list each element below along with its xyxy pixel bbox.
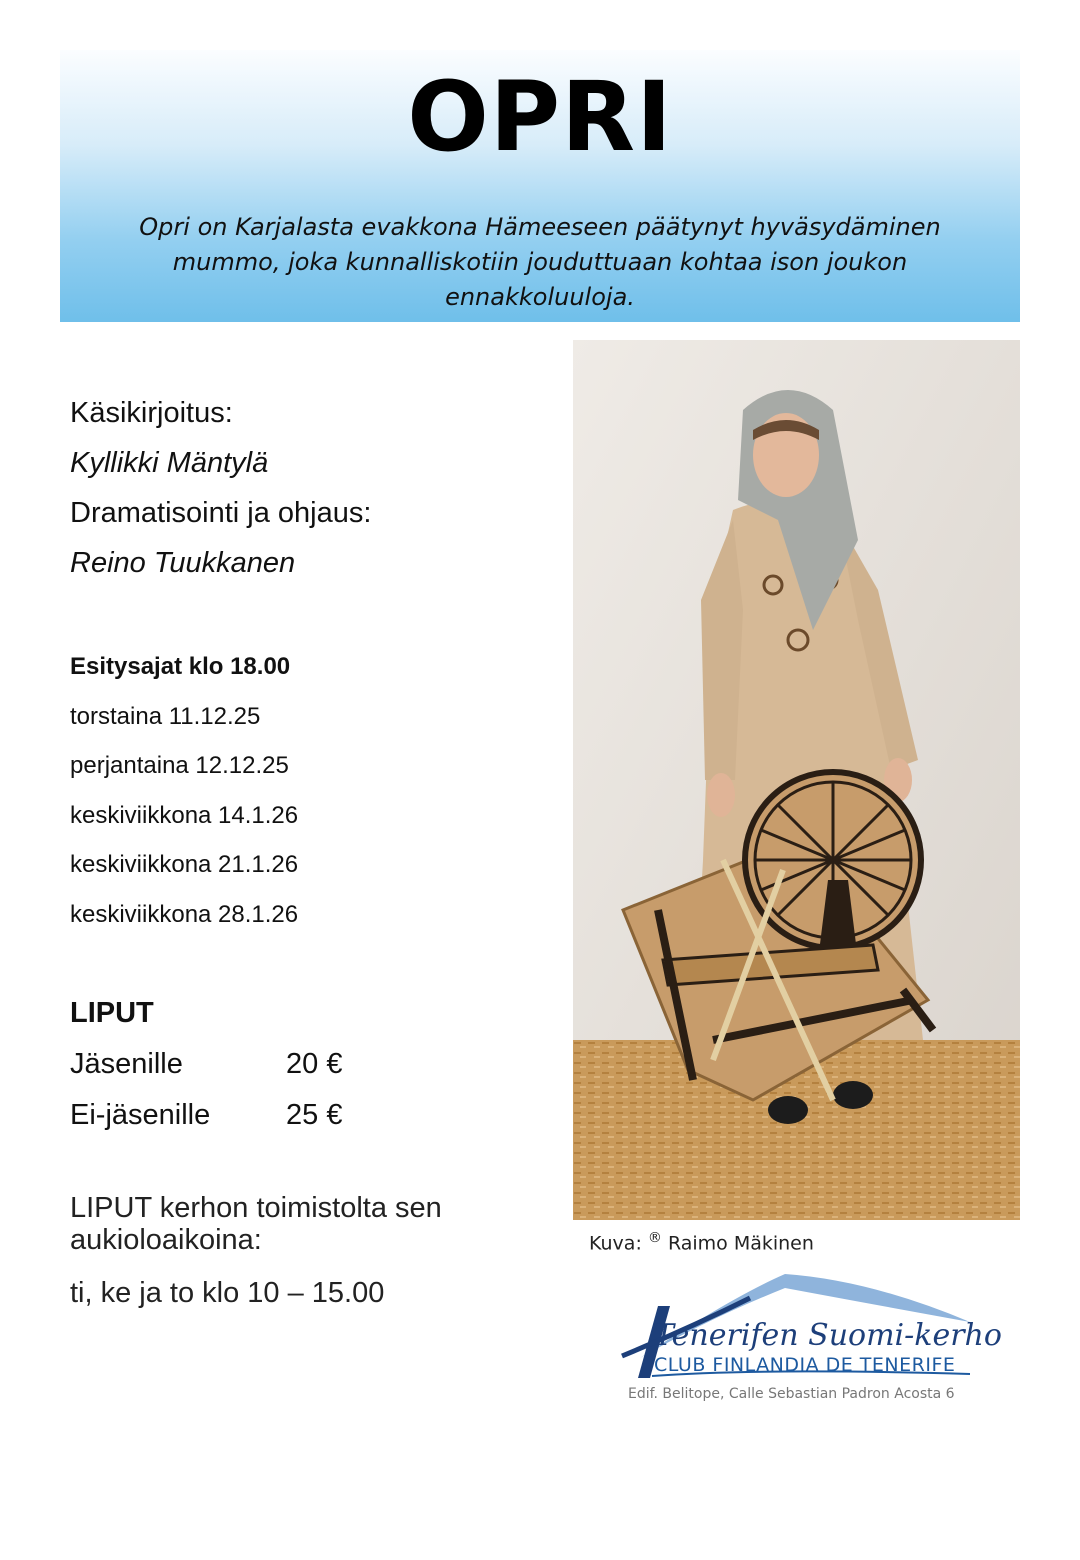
club-address: Edif. Belitope, Calle Sebastian Padron Acosta 6 [628, 1386, 955, 1402]
price-row-non-members [70, 1090, 342, 1141]
script-author: Kyllikki Mäntylä [70, 447, 269, 479]
intro-text [100, 210, 980, 315]
page-title: OPRI [407, 61, 673, 173]
credits [70, 388, 371, 588]
registered-mark: ® [647, 1230, 662, 1246]
price-row-members [70, 1039, 342, 1090]
caption-prefix: Kuva: [589, 1232, 642, 1255]
price-value: 25 € [286, 1099, 343, 1131]
photographer-name: Raimo Mäkinen [667, 1232, 814, 1255]
performance-date: keskiviikkona 28.1.26 [70, 900, 299, 928]
intro-line: ennakkoluuloja. [445, 283, 635, 311]
sales-text: LIPUT kerhon toimistolta sen aukioloaikoina: [70, 1192, 442, 1256]
actress-photo [573, 340, 1020, 1220]
price-value: 20 € [286, 1048, 343, 1080]
direction-label: Dramatisointi ja ohjaus: [70, 497, 372, 529]
photo-caption [589, 1230, 814, 1254]
logo-club-subtitle: CLUB FINLANDIA DE TENERIFE [654, 1354, 956, 1376]
performance-date: keskiviikkona 21.1.26 [70, 851, 299, 878]
performance-schedule [70, 642, 298, 939]
director-name: Reino Tuukkanen [70, 547, 296, 579]
performance-date: torstaina 11.12.25 [70, 702, 261, 730]
price-label: Jäsenille [70, 1048, 183, 1080]
logo-club-name: Tenerifen Suomi-kerho [654, 1318, 1002, 1353]
ticket-sales-info [70, 1192, 530, 1310]
photo-illustration [573, 340, 1020, 1220]
tickets-heading: LIPUT [70, 997, 154, 1029]
price-label: Ei-jäsenille [70, 1099, 211, 1131]
office-hours: ti, ke ja to klo 10 – 15.00 [70, 1277, 385, 1309]
ticket-prices [70, 988, 342, 1141]
intro-line: Opri on Karjalasta evakkona Hämeeseen päätynyt hyväsydäminen [139, 213, 941, 241]
schedule-heading: Esitysajat klo 18.00 [70, 653, 291, 680]
performance-date: perjantaina 12.12.25 [70, 752, 289, 779]
script-label: Käsikirjoitus: [70, 397, 233, 429]
intro-line: mummo, joka kunnalliskotiin jouduttuaan kohtaa ison joukon [172, 248, 908, 276]
performance-date: keskiviikkona 14.1.26 [70, 801, 299, 829]
title-banner [60, 50, 1020, 322]
club-logo [610, 1268, 1010, 1418]
